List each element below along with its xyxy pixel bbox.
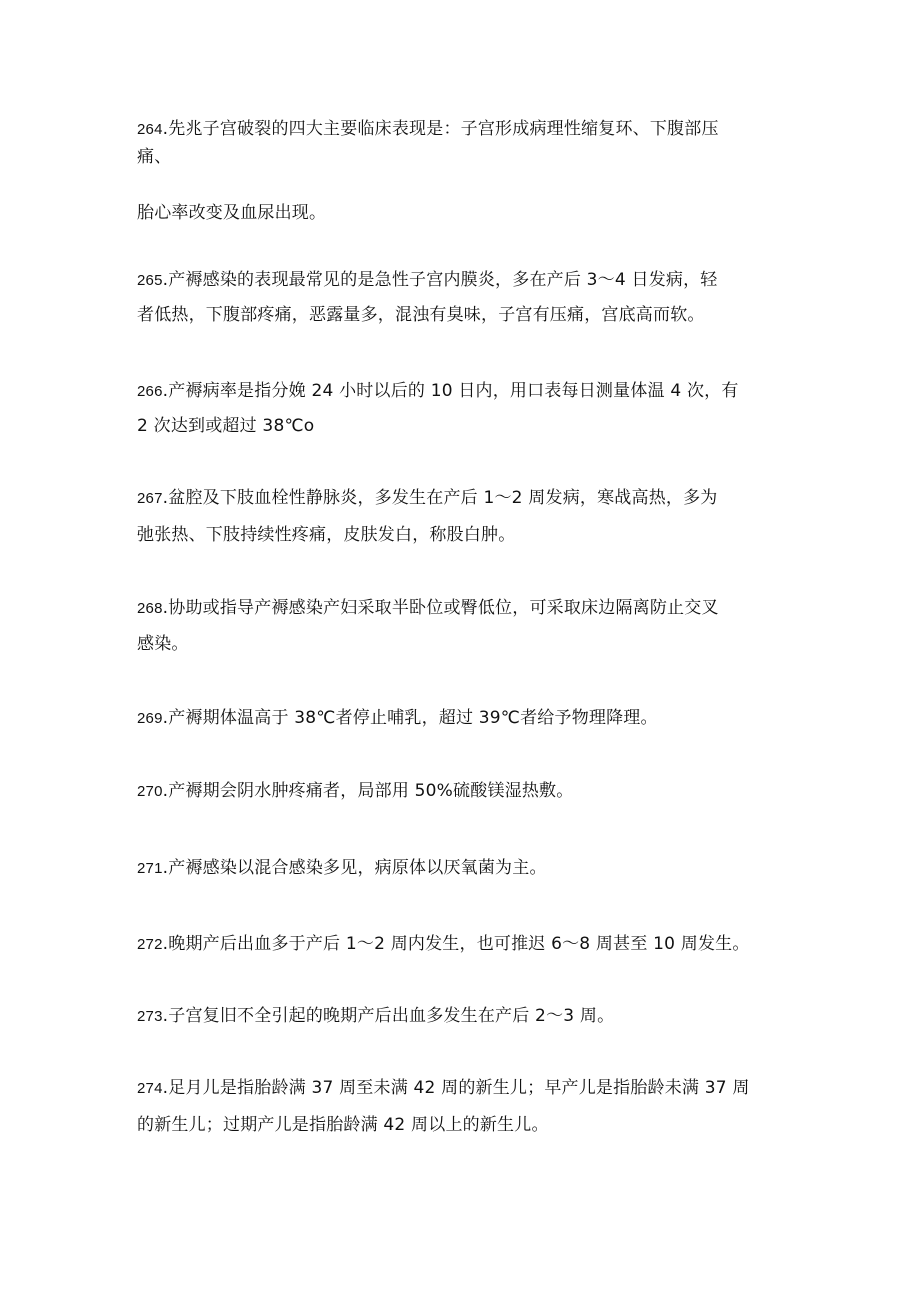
item-266-line-2 (137, 415, 314, 437)
item-number: 269 (137, 710, 163, 727)
item-271-line-1 (137, 857, 547, 880)
item-number: 274 (137, 1080, 163, 1097)
item-separator: . (162, 858, 169, 878)
item-separator: . (162, 708, 169, 728)
item-267-line-1 (137, 487, 718, 510)
item-text: 的新生儿；过期产儿是指胎龄满 42 周以上的新生儿。 (137, 1115, 549, 1135)
item-274-line-2 (137, 1114, 549, 1136)
item-269-line-1 (137, 707, 658, 730)
item-separator: . (162, 934, 169, 954)
item-separator: . (162, 270, 169, 290)
item-separator: . (162, 1006, 169, 1026)
item-number: 272 (137, 936, 163, 953)
item-text: 胎心率改变及血尿出现。 (137, 203, 327, 223)
item-number: 268 (137, 600, 163, 617)
item-text: 者低热，下腹部疼痛，恶露量多，混浊有臭味，子宫有压痛，宫底高而软。 (137, 305, 705, 325)
item-text: 晚期产后出血多于产后 1～2 周内发生，也可推迟 6～8 周甚至 10 周发生。 (168, 934, 750, 954)
item-separator: . (162, 781, 169, 801)
item-number: 265 (137, 272, 163, 289)
item-text: 先兆子宫破裂的四大主要临床表现是：子宫形成病理性缩复环、下腹部压 (168, 119, 719, 139)
item-273-line-1 (137, 1005, 614, 1028)
item-separator: . (162, 1078, 169, 1098)
item-text: 协助或指导产褥感染产妇采取半卧位或臀低位，可采取床边隔离防止交叉 (168, 598, 719, 618)
item-270-line-1 (137, 780, 573, 803)
item-number: 267 (137, 490, 163, 507)
item-268-line-1 (137, 597, 719, 620)
item-text: 2 次达到或超过 38℃o (137, 416, 315, 436)
item-text: 产褥病率是指分娩 24 小时以后的 10 日内，用口表每日测量体温 4 次，有 (168, 381, 739, 401)
item-number: 270 (137, 783, 163, 800)
item-text: 产褥期会阴水肿疼痛者，局部用 50%硫酸镁湿热敷。 (168, 781, 574, 801)
item-text: 痛、 (137, 147, 172, 167)
item-text: 产褥期体温高于 38℃者停止哺乳，超过 39℃者给予物理降理。 (168, 708, 658, 728)
item-separator: . (162, 381, 169, 401)
item-266-line-1 (137, 380, 739, 403)
item-265-line-2 (137, 304, 705, 326)
item-number: 271 (137, 860, 163, 877)
item-267-line-2 (137, 524, 515, 546)
item-text: 感染。 (137, 634, 189, 654)
item-text: 盆腔及下肢血栓性静脉炎，多发生在产后 1～2 周发病，寒战高热，多为 (168, 488, 718, 508)
item-268-line-2 (137, 633, 189, 655)
item-separator: . (162, 598, 169, 618)
item-text: 弛张热、下肢持续性疼痛，皮肤发白，称股白肿。 (137, 525, 516, 545)
item-264-line-2 (137, 146, 171, 168)
item-text: 产褥感染的表现最常见的是急性子宫内膜炎，多在产后 3～4 日发病，轻 (168, 270, 718, 290)
item-text: 子宫复旧不全引起的晚期产后出血多发生在产后 2～3 周。 (168, 1006, 615, 1026)
item-number: 273 (137, 1008, 163, 1025)
item-text: 足月儿是指胎龄满 37 周至未满 42 周的新生儿；早产儿是指胎龄未满 37 周 (168, 1078, 750, 1098)
item-separator: . (162, 488, 169, 508)
item-264-line-1 (137, 118, 719, 141)
item-text: 产褥感染以混合感染多见，病原体以厌氧菌为主。 (168, 858, 547, 878)
item-number: 264 (137, 121, 163, 138)
item-272-line-1 (137, 933, 750, 956)
item-264-line-3 (137, 202, 326, 224)
item-separator: . (162, 119, 169, 139)
item-number: 266 (137, 383, 163, 400)
item-265-line-1 (137, 269, 718, 292)
item-274-line-1 (137, 1077, 750, 1100)
